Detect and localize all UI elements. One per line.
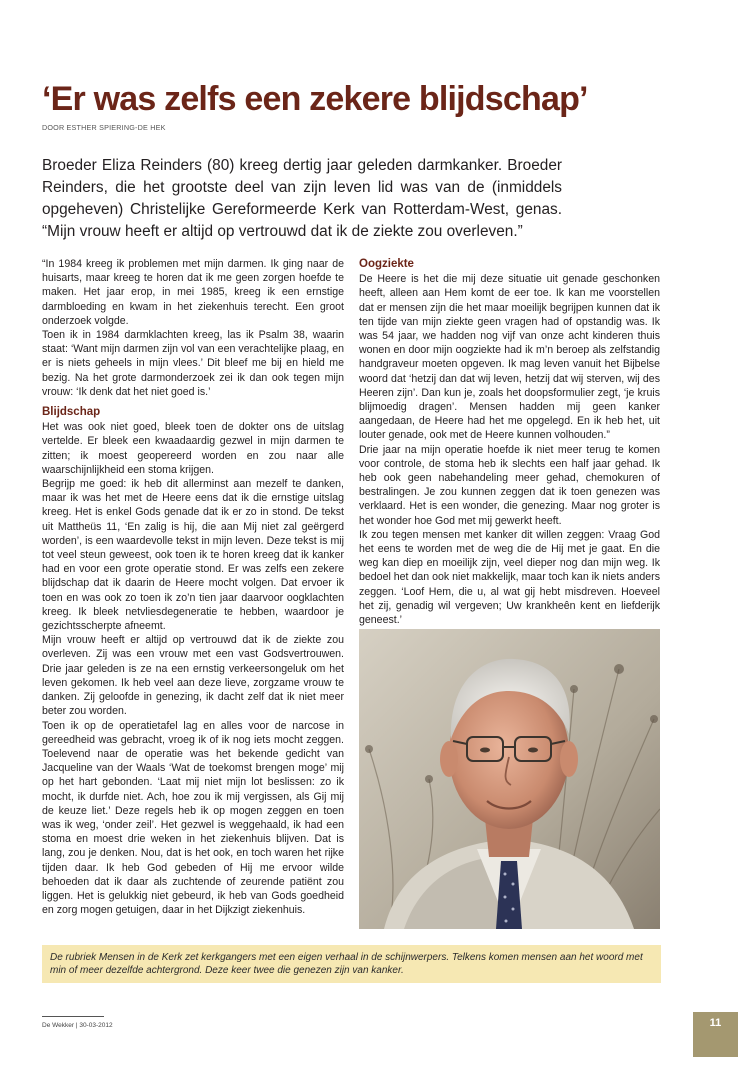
right-column — [359, 257, 660, 627]
paragraph: Begrijp me goed: ik heb dit allerminst aan mezelf te danken, maar ik was het met de Heere eens dat ik die ernstige uitslag kreeg. Het is enkel Gods genade dat ik er zo in stond. De tekst uit Mattheüs 11, ‘En zalig is hij, die aan Mij niet zal geërgerd worden’, is een waardevolle tekst in mijn leven. Deze tekst is mij tot veel steun geweest, ook toen ik te horen kreeg dat ik kanker had en voor een grote operatie stond. Er was zelfs een zekere blijdschap dat ik daarin de Heere mocht volgen. Dat ervoer ik toen en was ook zo toen ik zo’n tien jaar daarvoor oogklachten kreeg. Ik bleek netvliesdegeneratie te hebben, waardoor je gezichtsscherpte afneemt. — [42, 478, 344, 633]
portrait-illustration — [359, 629, 660, 929]
portrait-photo — [359, 629, 660, 929]
rubric-caption: De rubriek Mensen in de Kerk zet kerkgangers met een eigen verhaal in de schijnwerpers. Telkens komen mensen aan het woord met min of meer dezelfde achtergrond. Deze keer twee die genezen zijn van kanker. — [42, 945, 661, 983]
paragraph: Het was ook niet goed, bleek toen de dokter ons de uitslag vertelde. Er bleek een kwaadaardig gezwel in mijn darmen te zitten; ik moest geopereerd worden en zou naar alle waarschijnlijkheid een stoma krijgen. — [42, 421, 344, 476]
paragraph: Mijn vrouw heeft er altijd op vertrouwd dat ik de ziekte zou overleven. Zij was een vrouw met een vast Godsvertrouwen. Drie jaar geleden is ze na een ernstig verkeersongeluk om het leven gekomen. Ik heb veel aan deze lieve, zorgzame vrouw te danken. Zij geloofde in genezing, ik dacht zelf dat ik niet meer beter zou worden. — [42, 634, 344, 718]
byline: DOOR ESTHER SPIERING-DE HEK — [42, 123, 166, 132]
article-intro: Broeder Eliza Reinders (80) kreeg dertig jaar geleden darmkanker. Broeder Reinders, die het grootste deel van zijn leven lid was van de (inmiddels opgeheven) Christelijke Gereformeerde Kerk van Rotterdam-West, genas. “Mijn vrouw heeft er altijd op vertrouwd dat ik de ziekte zou overleven.” — [42, 157, 562, 240]
article-headline: ‘Er was zelfs een zekere blijdschap’ — [42, 80, 588, 118]
paragraph: “In 1984 kreeg ik problemen met mijn darmen. Ik ging naar de huisarts, maar kreeg te horen dat ik me geen zorgen hoefde te maken. Het jaar erop, in mei 1985, kreeg ik een ernstige darmbloeding en kwam in het ziekenhuis terecht. Een groot onderzoek volgde. — [42, 258, 344, 327]
paragraph: Toen ik op de operatietafel lag en alles voor de narcose in gereedheid was gebracht, vroeg ik of ik nog iets mocht zeggen. Toelevend naar de operatie was het bekende gedicht van Jacqueline van der Waals ‘Wat de toekomst brengen moge’ mij op het hart gebonden. ‘Laat mij niet mijn lot beslissen: zo ik mocht, ik durfde niet. Ach, hoe zou ik mij vergissen, als Gij mij de keuze liet.’ Deze regels heb ik op mogen zeggen en toen was ik weg, ‘onder zeil’. Het gezwel is weggehaald, ik had een stoma en moest drie weken in het ziekenhuis blijven. Dat is lang, zou je denken. Nou, dat is het ook, en toch waren het rijke tijden daar. Ik heb God gebeden of Hij me ervoor wilde behoeden dat ik daar als zuchtende of zeurende patiënt zou liggen. Het is gelukkig niet gebeurd, ik heb van Gods goedheid en zorg mogen getuigen, daar in het Dijkzigt ziekenhuis. — [42, 719, 344, 917]
section-heading-blijdschap: Blijdschap — [42, 406, 101, 419]
footer-divider — [42, 1016, 104, 1017]
section-heading-oogziekte: Oogziekte — [359, 258, 414, 270]
page-number: 11 — [693, 1012, 738, 1057]
footer-publication: De Wekker | 30-03-2012 — [42, 1022, 113, 1029]
paragraph: Ik zou tegen mensen met kanker dit willen zeggen: Vraag God het eens te worden met de weg die de Hij met je gaat. En die weg kan diep en moeilijk zijn, veel dieper nog dan mijn weg. Ik bedoel het dan ook niet makkelijk, maar toch kan ik niets anders zeggen. ‘Loof Hem, die u, al wat gij hebt misdreven. Hoeveel het zij, genadig wil vergeven; Uw krankheên kent en liefderijk geneest.’ — [359, 528, 660, 627]
paragraph: Drie jaar na mijn operatie hoefde ik niet meer terug te komen voor controle, de stoma heb ik slechts een half jaar gehad. Ik heb ook geen nabehandeling meer gehad, chemokuren of bestralingen. Je zou kunnen zeggen dat ik toen genezen was verklaard. Het is een wonder, die genezing. Maar nog groter is het wonder hoe God met mij gewerkt heeft. — [359, 443, 660, 527]
paragraph: Toen ik in 1984 darmklachten kreeg, las ik Psalm 38, waarin staat: ‘Want mijn darmen zijn vol van een verachtelijke plaag, en er is niets geheels in mijn vlees.’ Dit bleef me bij en hield me bezig. Na het grote darmonderzoek zei ik dan ook tegen mijn vrouw: ‘Ik denk dat het niet goed is.’ — [42, 329, 344, 398]
paragraph: De Heere is het die mij deze situatie uit genade geschonken heeft, alleen aan Hem komt de eer toe. Ik kan me voorstellen dat er mensen zijn die het maar moeilijk begrijpen kunnen dat ik ten tijde van mijn ziekte geen vragen had of opstandig was. Ik was 54 jaar, we hadden nog vijf van onze acht kinderen thuis wonen en door mijn oogziekte had ik m’n beroep als zelfstandig handgraveur moeten opgeven. Ik mag leven vanuit het Bijbelse woord dat ‘hetzij dan dat wij leven, hetzij dat wij sterven, wij des Heeren zijn’. Dan kun je, zoals het doopsformulier zegt, ‘je kruis blijmoedig dragen’. Mensen hadden mij geen kanker aangedaan, de Heere had het me opgelegd. En ik heb het, uit louter genade, ook met de Heere kunnen volhouden.” — [359, 273, 660, 442]
left-column — [42, 257, 344, 917]
